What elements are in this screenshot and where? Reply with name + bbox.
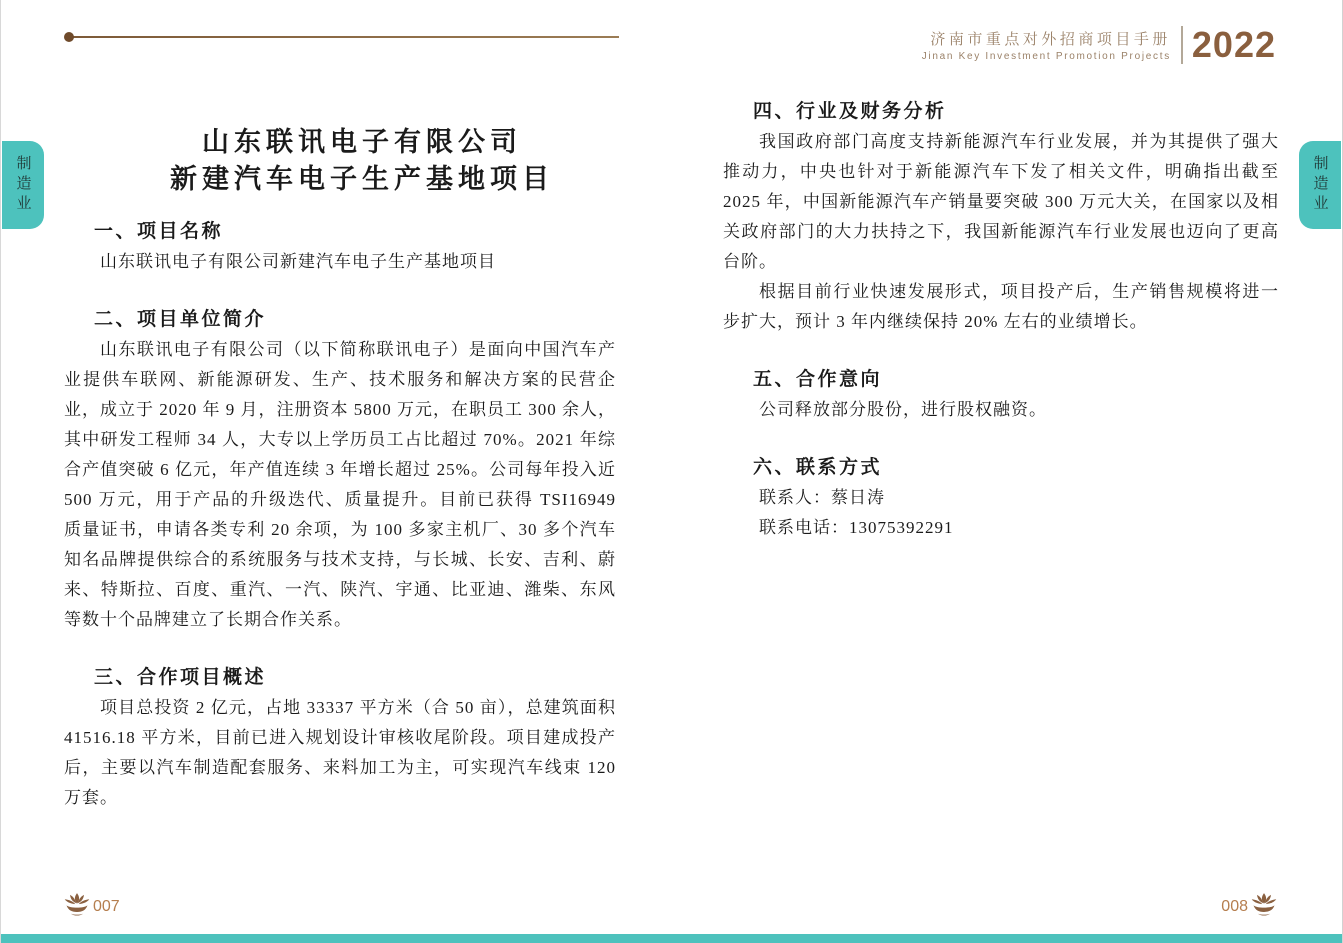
section-cooperation-intent-body: 公司释放部分股份，进行股权融资。	[759, 400, 1047, 419]
section-company-profile-body: 山东联讯电子有限公司（以下简称联讯电子）是面向中国汽车产业提供车联网、新能源研发、生产、技术服务和解决方案的民营企业，成立于 2020 年 9 月，注册资本 5800 万元，在职员工 300 余人，其中研发工程师 34 人，大专以上学历员工占比超过 70%。2021 年综合产值突破 6 亿元，年产值连续 3 年增长超过 25%。公司每年投入近 500 万元，用于产品的升级迭代、质量提升。目前已获得 TSI16949 质量证书，申请各类专利 20 余项，为 100 多家主机厂、30 多个汽车知名品牌提供综合的系统服务与技术支持，与长城、长安、吉利、蔚来、特斯拉、百度、重汽、一汽、陕汽、宇通、比亚迪、潍柴、东风等数十个品牌建立了长期合作关系。	[64, 340, 616, 629]
top-rule	[71, 36, 619, 38]
header-divider	[1181, 26, 1183, 64]
rule-dot	[64, 32, 74, 42]
project-title-line1: 山东联讯电子有限公司	[202, 127, 522, 157]
handbook-title-en: Jinan Key Investment Promotion Projects	[921, 51, 1171, 62]
section-contact-info-heading: 六、联系方式	[753, 457, 883, 478]
section-project-name-heading: 一、项目名称	[94, 221, 224, 242]
right-page	[723, 97, 1279, 543]
page-header	[922, 26, 1276, 64]
section-cooperation-intent-heading: 五、合作意向	[753, 369, 883, 390]
section-industry-analysis-heading: 四、行业及财务分析	[753, 101, 947, 122]
section-project-name	[64, 217, 616, 277]
section-industry-analysis-body-2: 根据目前行业快速发展形式，项目投产后，生产销售规模将进一步扩大，预计 3 年内继续保持 20% 左右的业绩增长。	[723, 282, 1279, 331]
left-page-footer	[63, 892, 120, 917]
project-title	[64, 124, 616, 198]
section-industry-analysis	[723, 97, 1279, 337]
side-tab-manufacturing-right: 制造业	[1299, 141, 1341, 229]
contact-person: 联系人：蔡日涛	[759, 488, 885, 507]
contact-phone: 联系电话：13075392291	[759, 518, 954, 537]
handbook-title-cn: 济南市重点对外招商项目手册	[930, 31, 1171, 48]
lotus-icon	[63, 892, 91, 917]
section-cooperation-intent	[723, 365, 1279, 425]
lotus-icon	[1250, 892, 1278, 917]
project-title-line2: 新建汽车电子生产基地项目	[170, 164, 554, 194]
side-tab-manufacturing-left: 制造业	[2, 141, 44, 229]
left-page	[64, 124, 616, 813]
section-project-overview	[64, 663, 616, 813]
page-number-left: 007	[93, 898, 120, 915]
handbook-title	[922, 28, 1171, 62]
section-company-profile-heading: 二、项目单位简介	[94, 309, 267, 330]
section-project-name-body: 山东联讯电子有限公司新建汽车电子生产基地项目	[100, 252, 496, 271]
page-number-right: 008	[1221, 898, 1248, 915]
section-project-overview-heading: 三、合作项目概述	[94, 667, 267, 688]
section-company-profile	[64, 305, 616, 635]
handbook-year: 2022	[1191, 24, 1276, 65]
bottom-accent-bar	[1, 934, 1342, 943]
section-industry-analysis-body-1: 我国政府部门高度支持新能源汽车行业发展，并为其提供了强大推动力，中央也针对于新能源汽车下发了相关文件，明确指出截至 2025 年，中国新能源汽车产销量要突破 300 万元大关，在国家以及相关政府部门的大力扶持之下，我国新能源汽车行业发展也迈向了更高台阶。	[723, 132, 1279, 271]
section-project-overview-body: 项目总投资 2 亿元，占地 33337 平方米（合 50 亩），总建筑面积 41516.18 平方米，目前已进入规划设计审核收尾阶段。项目建成投产后，主要以汽车制造配套服务、来料加工为主，可实现汽车线束 120 万套。	[64, 698, 616, 807]
section-contact-info	[723, 453, 1279, 543]
right-page-footer	[1221, 892, 1278, 917]
